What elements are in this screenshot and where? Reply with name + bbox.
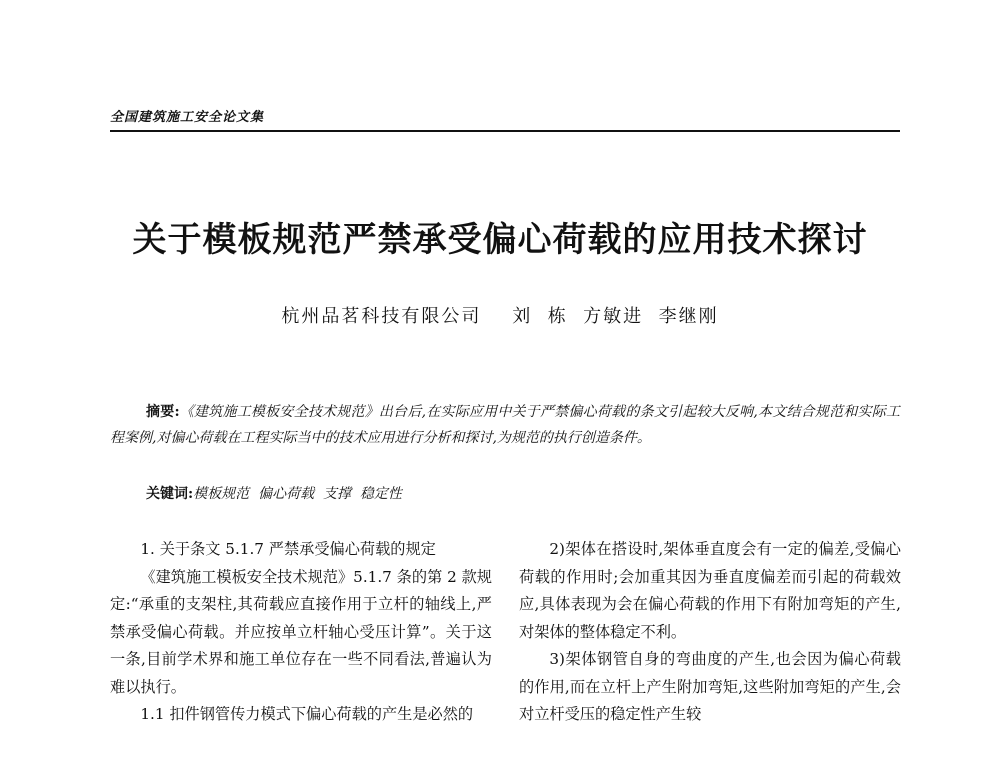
keywords-text: 模板规范 偏心荷载 支撑 稳定性: [193, 486, 402, 502]
abstract-label: 摘要:: [146, 404, 180, 420]
paper-title: 关于模板规范严禁承受偏心荷载的应用技术探讨: [132, 220, 868, 260]
section-heading: 1. 关于条文 5.1.7 严禁承受偏心荷载的规定: [140, 540, 436, 558]
header-rule: [110, 130, 900, 132]
left-column: [110, 536, 492, 729]
body-paragraph: 《建筑施工模板安全技术规范》5.1.7 条的第 2 款规定:“承重的支架柱,其荷载应直接作用于立杆的轴线上,严禁承受偏心荷载。并应按单立杆轴心受压计算”。关于这一条,目前学术界和施工单位存在一些不同看法,普遍认为难以执行。: [110, 567, 492, 696]
subsection-heading: 1.1 扣件钢管传力模式下偏心荷载的产生是必然的: [140, 705, 474, 723]
body-paragraph: 2)架体在搭设时,架体垂直度会有一定的偏差,受偏心荷载的作用时;会加重其因为垂直度偏差而引起的荷载效应,具体表现为会在偏心荷载的作用下有附加弯矩的产生,对架体的整体稳定不利。: [519, 540, 901, 641]
journal-header: 全国建筑施工安全论文集: [110, 110, 265, 125]
body-paragraph: 3)架体钢管自身的弯曲度的产生,也会因为偏心荷载的作用,而在立杆上产生附加弯矩,这些附加弯矩的产生,会对立杆受压的稳定性产生较: [519, 650, 901, 723]
author-line: 杭州品茗科技有限公司 刘 栋 方敏进 李继刚: [281, 306, 719, 327]
keywords: [146, 483, 906, 503]
right-column: [519, 536, 901, 729]
abstract: [110, 399, 900, 451]
keywords-label: 关键词:: [146, 486, 194, 502]
abstract-text: 《建筑施工模板安全技术规范》出台后,在实际应用中关于严禁偏心荷载的条文引起较大反响,本文结合规范和实际工程案例,对偏心荷载在工程实际当中的技术应用进行分析和探讨,为规范的执行创造条件。: [110, 404, 900, 446]
